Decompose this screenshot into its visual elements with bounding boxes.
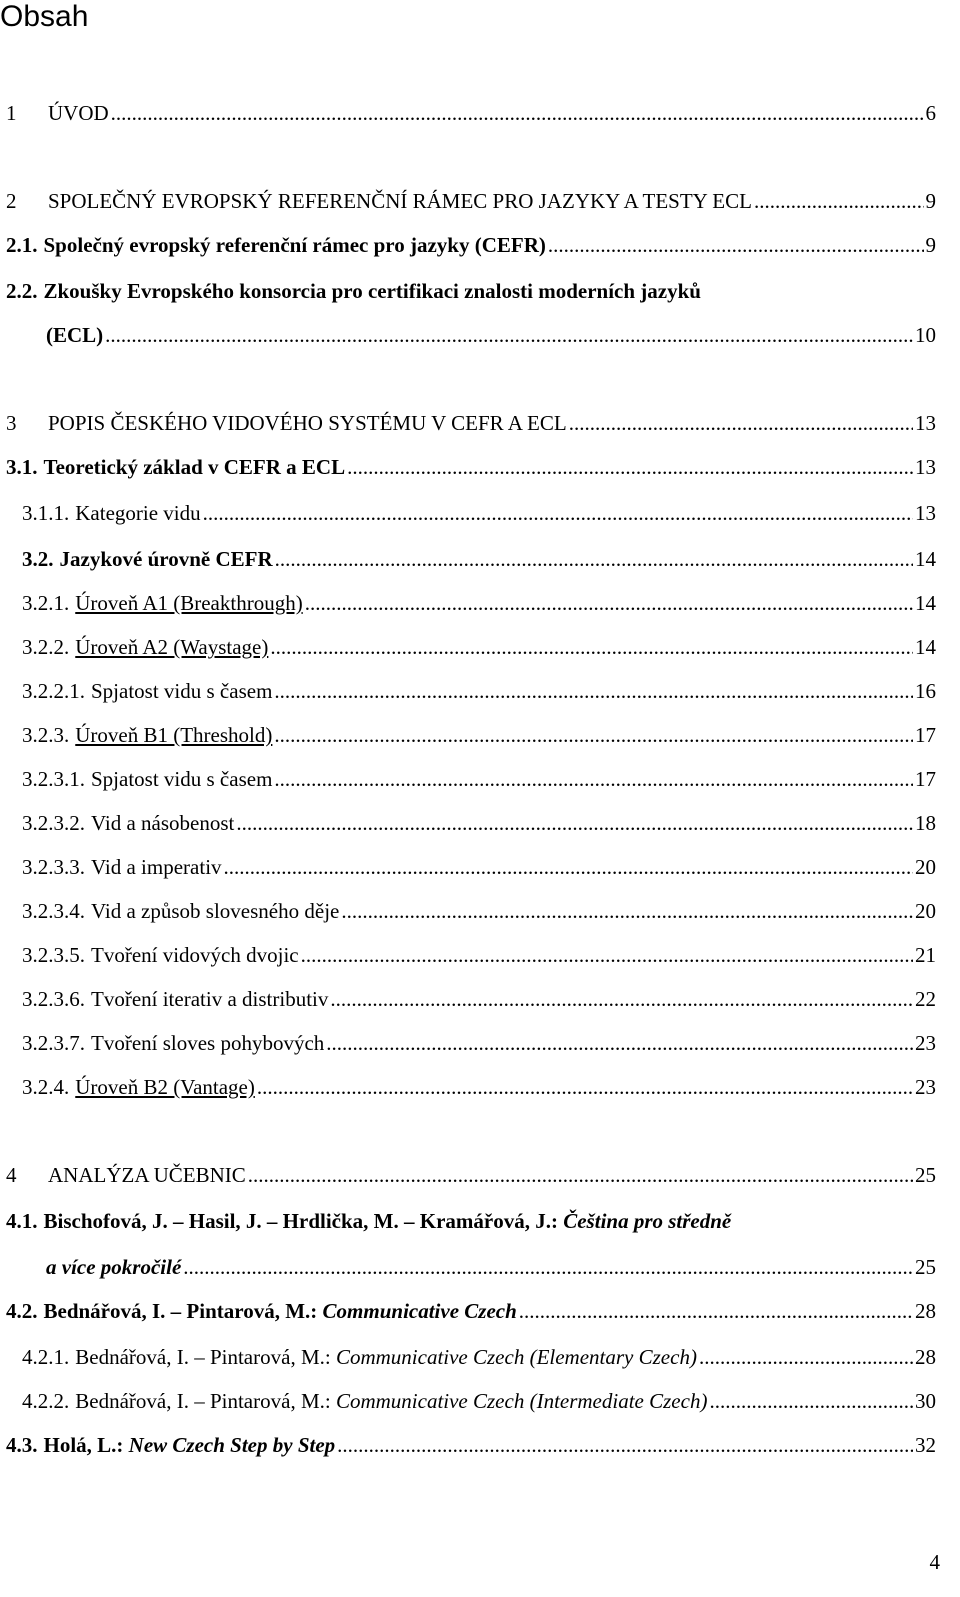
toc-entry-2[interactable] <box>6 186 936 216</box>
toc-page: 17 <box>915 723 936 747</box>
toc-page: 25 <box>915 1163 936 1187</box>
toc-leader <box>548 230 924 260</box>
toc-title: Úroveň A1 (Breakthrough) <box>75 591 303 615</box>
toc-page: 13 <box>915 411 936 435</box>
toc-leader <box>305 588 913 618</box>
toc-number: 3.2.2.1. <box>22 679 85 703</box>
toc-entry-3-2-2-1[interactable] <box>22 676 936 706</box>
toc-title-italic: Communicative Czech (Elementary Czech) <box>335 1345 697 1369</box>
toc-number: 3.2.3.2. <box>22 811 85 835</box>
toc-title-italic: Communicative Czech <box>322 1299 517 1323</box>
toc-leader <box>274 676 913 706</box>
toc-title: Úroveň A2 (Waystage) <box>75 635 269 659</box>
toc-entry-3-2-3[interactable] <box>22 720 936 750</box>
toc-entry-3-2-2[interactable] <box>22 632 936 662</box>
toc-title: Jazykové úrovně CEFR <box>59 547 273 571</box>
toc-leader <box>275 544 913 574</box>
toc-page: 13 <box>915 501 936 525</box>
toc-leader <box>347 452 913 482</box>
toc-leader <box>270 632 913 662</box>
toc-entry-2-2-cont[interactable] <box>46 320 936 350</box>
toc-page: 30 <box>915 1389 936 1413</box>
toc-title: Zkoušky Evropského konsorcia pro certifikaci znalosti moderních jazyků <box>43 279 701 303</box>
toc-title: Společný evropský referenční rámec pro jazyky (CEFR) <box>43 233 546 257</box>
toc-title: Bednářová, I. – Pintarová, M.: <box>75 1389 336 1413</box>
toc-title-cont: a více pokročilé <box>46 1255 182 1279</box>
toc-title: Holá, L.: <box>43 1433 129 1457</box>
toc-page: 14 <box>915 547 936 571</box>
toc-page: 6 <box>925 101 936 125</box>
toc-page: 22 <box>915 987 936 1011</box>
toc-title: Bischofová, J. – Hasil, J. – Hrdlička, M. – Kramářová, J.: <box>43 1209 564 1233</box>
toc-number: 4.3. <box>6 1433 38 1457</box>
toc-leader <box>224 852 913 882</box>
toc-entry-3-2-3-7[interactable] <box>22 1028 936 1058</box>
toc-entry-3-1-1[interactable] <box>22 498 936 528</box>
toc-leader <box>754 186 924 216</box>
toc-leader <box>519 1296 913 1326</box>
toc-leader <box>569 408 913 438</box>
toc-page: 14 <box>915 591 936 615</box>
toc-leader <box>301 940 913 970</box>
toc-title: Vid a násobenost <box>91 811 235 835</box>
page-number: 4 <box>929 1550 940 1574</box>
toc-entry-3[interactable] <box>6 408 936 438</box>
toc-page: 14 <box>915 635 936 659</box>
toc-page: 23 <box>915 1075 936 1099</box>
toc-title: Bednářová, I. – Pintarová, M.: <box>75 1345 336 1369</box>
toc-number: 3.2.4. <box>22 1075 70 1099</box>
toc-title: Spjatost vidu s časem <box>91 679 273 703</box>
toc-leader <box>203 498 913 528</box>
toc-title-italic: Communicative Czech (Intermediate Czech) <box>335 1389 708 1413</box>
toc-title: Vid a imperativ <box>91 855 222 879</box>
toc-number: 3 <box>6 411 17 435</box>
toc-entry-4-1[interactable] <box>6 1206 936 1236</box>
toc-leader <box>183 1252 913 1282</box>
toc-title: ÚVOD <box>48 101 109 125</box>
toc-number: 4.1. <box>6 1209 38 1233</box>
toc-number: 3.2.2. <box>22 635 70 659</box>
toc-number: 2.2. <box>6 279 38 303</box>
toc-entry-2-2[interactable] <box>6 276 936 306</box>
toc-title: ANALÝZA UČEBNIC <box>48 1163 246 1187</box>
toc-leader <box>248 1160 913 1190</box>
toc-number: 2 <box>6 189 17 213</box>
toc-page: 20 <box>915 855 936 879</box>
toc-page: 21 <box>915 943 936 967</box>
toc-page: 32 <box>915 1433 936 1457</box>
toc-title: Úroveň B2 (Vantage) <box>75 1075 255 1099</box>
toc-entry-3-2-3-4[interactable] <box>22 896 936 926</box>
toc-entry-2-1[interactable] <box>6 230 936 260</box>
toc-leader <box>274 764 913 794</box>
toc-number: 4.2. <box>6 1299 38 1323</box>
toc-leader <box>111 98 924 128</box>
toc-title: Tvoření sloves pohybových <box>91 1031 325 1055</box>
toc-title-italic: Čeština pro středně <box>563 1209 732 1233</box>
toc-title: Tvoření iterativ a distributiv <box>91 987 329 1011</box>
toc-number: 4.2.2. <box>22 1389 70 1413</box>
toc-entry-3-2-3-6[interactable] <box>22 984 936 1014</box>
toc-title-cont: (ECL) <box>46 323 104 347</box>
toc-leader <box>337 1430 913 1460</box>
toc-title-italic: New Czech Step by Step <box>128 1433 336 1457</box>
toc-number: 4.2.1. <box>22 1345 70 1369</box>
toc-title: Úroveň B1 (Threshold) <box>75 723 273 747</box>
toc-entry-3-2-4[interactable] <box>22 1072 936 1102</box>
toc-entry-4-2-2[interactable] <box>22 1386 936 1416</box>
toc-page: 16 <box>915 679 936 703</box>
toc-page: 25 <box>915 1255 936 1279</box>
toc-number: 1 <box>6 101 17 125</box>
toc-title: Teoretický základ v CEFR a ECL <box>43 455 346 479</box>
toc-title: Vid a způsob slovesného děje <box>91 899 340 923</box>
toc-leader <box>236 808 913 838</box>
page-title: Obsah <box>0 0 89 33</box>
toc-number: 3.2.1. <box>22 591 70 615</box>
toc-number: 3.2.3.4. <box>22 899 85 923</box>
toc-entry-4[interactable] <box>6 1160 936 1190</box>
toc-number: 3.2.3.7. <box>22 1031 85 1055</box>
toc-number: 3.2.3.1. <box>22 767 85 791</box>
toc-entry-3-2-3-5[interactable] <box>22 940 936 970</box>
toc-title: Tvoření vidových dvojic <box>91 943 299 967</box>
toc-title: Kategorie vidu <box>75 501 201 525</box>
toc-number: 3.2.3. <box>22 723 70 747</box>
toc-page: 9 <box>925 189 936 213</box>
toc-page: 18 <box>915 811 936 835</box>
toc-page: 20 <box>915 899 936 923</box>
toc-entry-1[interactable] <box>6 98 936 128</box>
toc-leader <box>330 984 913 1014</box>
toc-title: Bednářová, I. – Pintarová, M.: <box>43 1299 323 1323</box>
toc-page: 13 <box>915 455 936 479</box>
toc-entry-3-2[interactable] <box>22 544 936 574</box>
toc-entry-3-1[interactable] <box>6 452 936 482</box>
toc-entry-3-2-3-1[interactable] <box>22 764 936 794</box>
toc-entry-4-2[interactable] <box>6 1296 936 1326</box>
toc-leader <box>709 1386 913 1416</box>
toc-leader <box>105 320 913 350</box>
toc-page: 17 <box>915 767 936 791</box>
toc-number: 3.2.3.6. <box>22 987 85 1011</box>
toc-leader <box>699 1342 913 1372</box>
toc-entry-3-2-3-3[interactable] <box>22 852 936 882</box>
toc-leader <box>326 1028 913 1058</box>
toc-page: 10 <box>915 323 936 347</box>
toc-entry-3-2-3-2[interactable] <box>22 808 936 838</box>
toc-number: 4 <box>6 1163 17 1187</box>
toc-page: 28 <box>915 1299 936 1323</box>
toc-number: 3.1.1. <box>22 501 70 525</box>
toc-leader <box>257 1072 913 1102</box>
toc-entry-4-1-cont[interactable] <box>46 1252 936 1282</box>
toc-number: 3.1. <box>6 455 38 479</box>
toc-title: POPIS ČESKÉHO VIDOVÉHO SYSTÉMU V CEFR A ECL <box>48 411 567 435</box>
toc-title: Spjatost vidu s časem <box>91 767 273 791</box>
toc-page: 9 <box>925 233 936 257</box>
toc-page: 28 <box>915 1345 936 1369</box>
toc-number: 3.2.3.5. <box>22 943 85 967</box>
toc-number: 3.2.3.3. <box>22 855 85 879</box>
toc-leader <box>341 896 913 926</box>
toc-entry-4-2-1[interactable] <box>22 1342 936 1372</box>
toc-number: 3.2. <box>22 547 54 571</box>
toc-entry-3-2-1[interactable] <box>22 588 936 618</box>
toc-number: 2.1. <box>6 233 38 257</box>
toc-title: SPOLEČNÝ EVROPSKÝ REFERENČNÍ RÁMEC PRO JAZYKY A TESTY ECL <box>48 189 752 213</box>
toc-leader <box>274 720 913 750</box>
toc-entry-4-3[interactable] <box>6 1430 936 1460</box>
toc-page: 23 <box>915 1031 936 1055</box>
